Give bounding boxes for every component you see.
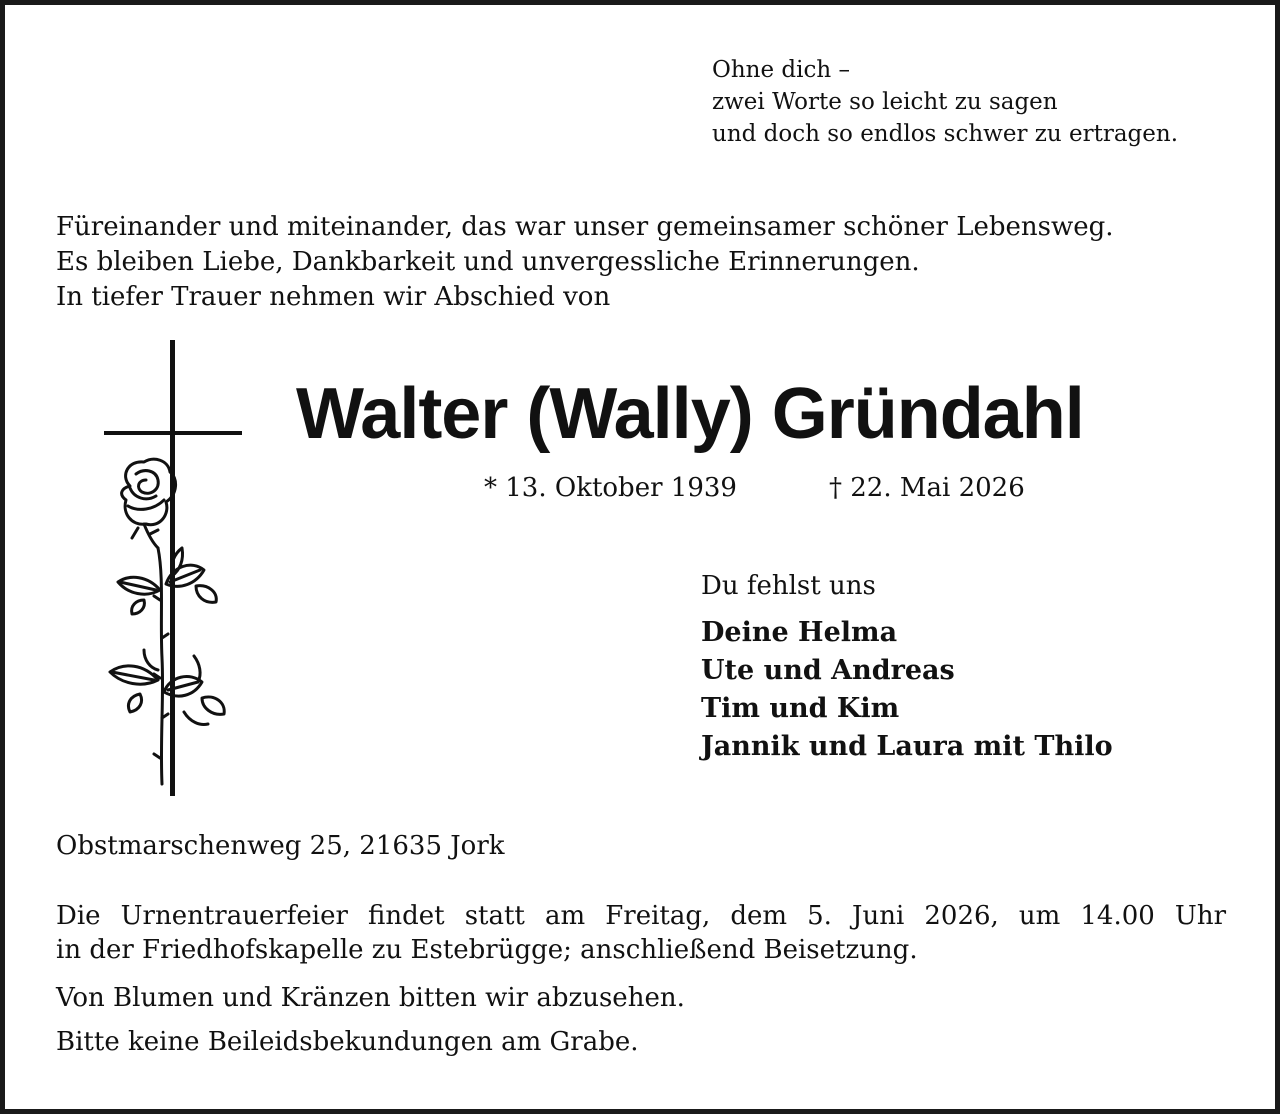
address: Obstmarschenweg 25, 21635 Jork bbox=[56, 831, 505, 861]
mourner-name: Ute und Andreas bbox=[701, 655, 955, 686]
mourner-name: Deine Helma bbox=[701, 617, 898, 648]
intro-line: Füreinander und miteinander, das war unser gemeinsamer schöner Lebensweg. bbox=[56, 212, 1114, 242]
cross-with-rose-icon bbox=[100, 338, 250, 800]
death-date: † 22. Mai 2026 bbox=[829, 473, 1025, 503]
mourners-list bbox=[701, 614, 1113, 766]
intro-text bbox=[56, 210, 1114, 315]
deceased-name: Walter (Wally) Gründahl bbox=[296, 374, 1084, 454]
mourner-name: Tim und Kim bbox=[701, 693, 900, 724]
service-line: in der Friedhofskapelle zu Estebrügge; anschließend Beisetzung. bbox=[56, 935, 918, 965]
flowers-note: Von Blumen und Kränzen bitten wir abzusehen. bbox=[56, 983, 685, 1013]
service-line: Die Urnentrauerfeier findet statt am Freitag, dem 5. Juni 2026, um 14.00 Uhr bbox=[56, 901, 1226, 931]
poem bbox=[712, 54, 1178, 150]
condolence-note: Bitte keine Beileidsbekundungen am Grabe. bbox=[56, 1027, 639, 1057]
poem-line: und doch so endlos schwer zu ertragen. bbox=[712, 121, 1179, 147]
intro-line: Es bleiben Liebe, Dankbarkeit und unvergessliche Erinnerungen. bbox=[56, 247, 920, 277]
intro-line: In tiefer Trauer nehmen wir Abschied von bbox=[56, 282, 611, 312]
poem-line: Ohne dich – bbox=[712, 57, 850, 83]
service-info bbox=[56, 899, 1226, 967]
mourner-name: Jannik und Laura mit Thilo bbox=[701, 731, 1113, 762]
mourners-intro: Du fehlst uns bbox=[701, 571, 876, 601]
poem-line: zwei Worte so leicht zu sagen bbox=[712, 89, 1058, 115]
birth-date: * 13. Oktober 1939 bbox=[484, 473, 737, 503]
